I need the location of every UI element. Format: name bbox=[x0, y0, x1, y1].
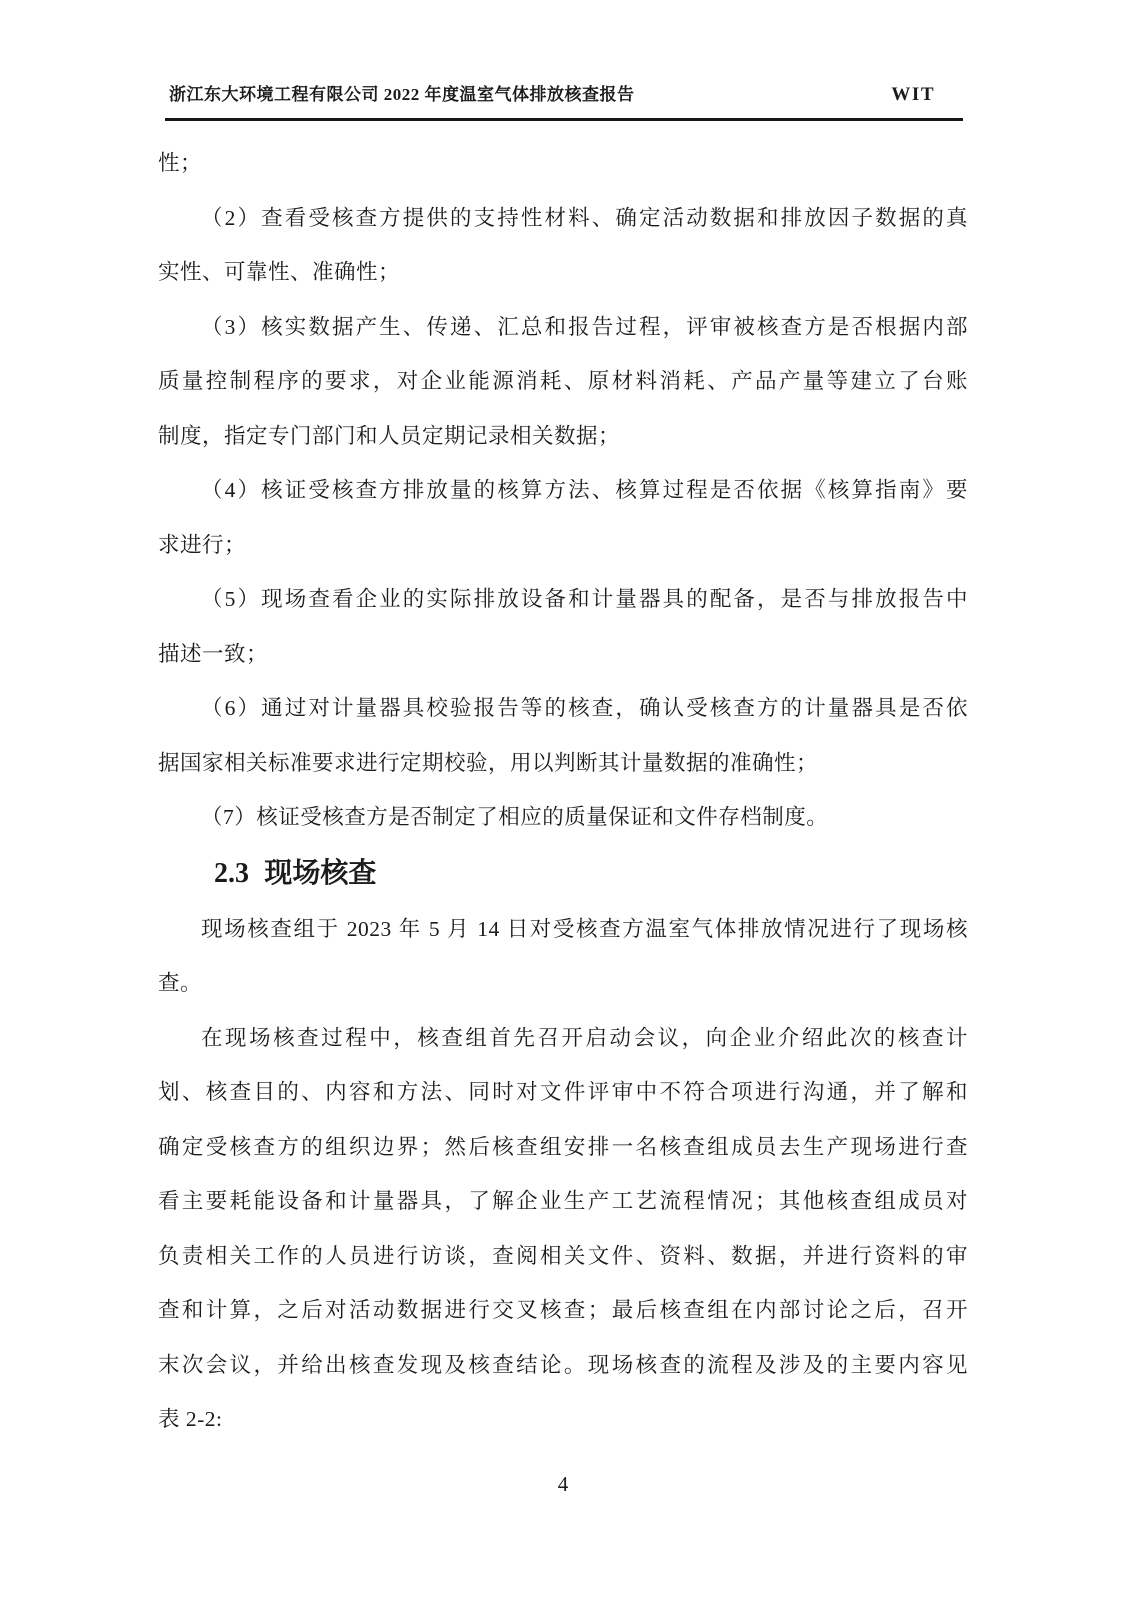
paragraph-line: 实性、可靠性、准确性； bbox=[158, 260, 401, 284]
paragraph-line: 现场核查组于 2023 年 5 月 14 日对受核查方温室气体排放情况进行了现场核 bbox=[201, 916, 968, 941]
paragraph-line: 确定受核查方的组织边界；然后核查组安排一名核查组成员去生产现场进行查 bbox=[158, 1134, 968, 1159]
paragraph-line: （7）核证受核查方是否制定了相应的质量保证和文件存档制度。 bbox=[201, 805, 829, 829]
paragraph-line: （2）查看受核查方提供的支持性材料、确定活动数据和排放因子数据的真 bbox=[201, 205, 968, 230]
paragraph-line: （3）核实数据产生、传递、汇总和报告过程，评审被核查方是否根据内部 bbox=[201, 314, 968, 339]
paragraph-line: 负责相关工作的人员进行访谈，查阅相关文件、资料、数据，并进行资料的审 bbox=[158, 1243, 968, 1268]
header-title: 浙江东大环境工程有限公司 2022 年度温室气体排放核查报告 bbox=[169, 85, 635, 104]
paragraph-line: （6）通过对计量器具校验报告等的核查，确认受核查方的计量器具是否依 bbox=[201, 696, 968, 720]
header-mark: WIT bbox=[891, 84, 935, 105]
paragraph-line: 末次会议，并给出核查发现及核查结论。现场核查的流程及涉及的主要内容见 bbox=[158, 1352, 968, 1377]
header-rule-divider bbox=[165, 118, 963, 121]
page-footer bbox=[158, 1472, 968, 1497]
paragraph-line: 性； bbox=[158, 151, 203, 175]
page-number: 4 bbox=[557, 1472, 569, 1496]
paragraph-line: 看主要耗能设备和计量器具，了解企业生产工艺流程情况；其他核查组成员对 bbox=[158, 1189, 968, 1213]
paragraph-line: 质量控制程序的要求，对企业能源消耗、原材料消耗、产品产量等建立了台账 bbox=[158, 369, 968, 393]
page-header bbox=[169, 80, 965, 106]
paragraph-line: 据国家相关标准要求进行定期校验，用以判断其计量数据的准确性； bbox=[158, 750, 819, 775]
paragraph-line: 求进行； bbox=[158, 532, 247, 557]
document-body bbox=[158, 136, 968, 1447]
paragraph-line: 制度，指定专门部门和人员定期记录相关数据； bbox=[158, 423, 621, 448]
section-heading-number: 2.3 bbox=[214, 857, 249, 889]
paragraph-line: 表 2-2: bbox=[158, 1407, 223, 1431]
paragraph-line: 描述一致； bbox=[158, 641, 269, 666]
paragraph-line: （4）核证受核查方排放量的核算方法、核算过程是否依据《核算指南》要 bbox=[201, 478, 968, 502]
paragraph-line: （5）现场查看企业的实际排放设备和计量器具的配备，是否与排放报告中 bbox=[201, 587, 968, 611]
section-heading-title: 现场核查 bbox=[264, 857, 377, 889]
paragraph-line: 查和计算，之后对活动数据进行交叉核查；最后核查组在内部讨论之后，召开 bbox=[158, 1298, 968, 1322]
paragraph-line: 查。 bbox=[158, 971, 203, 995]
section-heading bbox=[158, 845, 968, 902]
paragraph-line: 在现场核查过程中，核查组首先召开启动会议，向企业介绍此次的核查计 bbox=[201, 1025, 968, 1050]
paragraph-line: 划、核查目的、内容和方法、同时对文件评审中不符合项进行沟通，并了解和 bbox=[158, 1080, 968, 1104]
